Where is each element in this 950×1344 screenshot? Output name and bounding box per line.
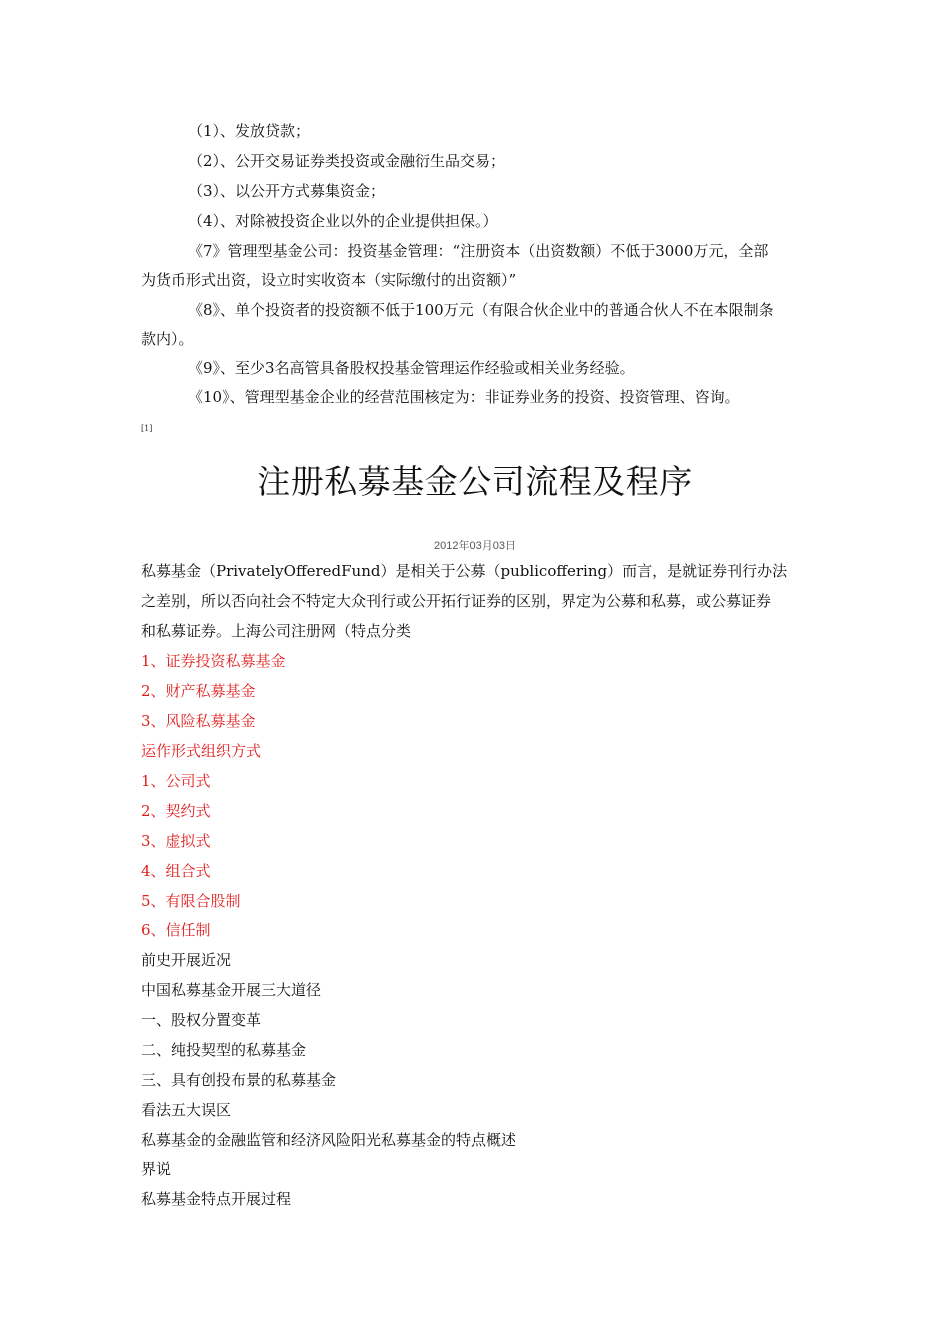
- section-heading: 中国私募基金开展三大道径: [141, 981, 322, 999]
- restriction-item: （4）、对除被投资企业以外的企业提供担保。）: [188, 212, 498, 230]
- category-item: 1、公司式: [141, 772, 211, 790]
- category-item: 6、信任制: [141, 921, 211, 939]
- section-heading: 私募基金的金融监管和经济风险阳光私募基金的特点概述: [141, 1131, 517, 1149]
- intro-line: 私募基金（PrivatelyOfferedFund）是相关于公募（publicoffering）而言，是就证券刊行办法: [141, 562, 788, 580]
- section-heading: 界说: [141, 1160, 172, 1178]
- item-8-line-1: 《8》、单个投资者的投资额不低于100万元（有限合伙企业中的普通合伙人不在本限制条: [188, 301, 774, 319]
- restriction-item: （2）、公开交易证券类投资或金融衍生品交易；: [188, 152, 506, 170]
- restriction-item: （3）、以公开方式募集资金；: [188, 182, 386, 200]
- category-item: 3、虚拟式: [141, 832, 211, 850]
- item-10: 《10》、管理型基金企业的经营范围核定为：非证券业务的投资、投资管理、咨询。: [188, 388, 740, 406]
- section-heading: 前史开展近况: [141, 951, 232, 969]
- restriction-item: （1）、发放贷款；: [188, 122, 311, 140]
- footnote-marker: [1]: [141, 424, 153, 433]
- article-title: 注册私募基金公司流程及程序: [257, 462, 693, 501]
- intro-line: 和私募证券。上海公司注册网（特点分类: [141, 622, 412, 640]
- item-7-line-1: 《7》管理型基金公司：投资基金管理：“注册资本（出资数额）不低于3000万元，全部: [188, 242, 769, 260]
- section-heading: 看法五大误区: [141, 1101, 232, 1119]
- category-item: 5、有限合股制: [141, 892, 241, 910]
- section-heading: 一、股权分置变革: [141, 1011, 262, 1029]
- section-heading: 三、具有创投布景的私募基金: [141, 1071, 337, 1089]
- article-date: 2012年03月03日: [434, 540, 516, 552]
- item-9: 《9》、至少3名高管具备股权投基金管理运作经验或相关业务经验。: [188, 359, 635, 377]
- section-heading: 私募基金特点开展过程: [141, 1190, 292, 1208]
- category-item: 3、风险私募基金: [141, 712, 256, 730]
- category-item: 2、契约式: [141, 802, 211, 820]
- item-8-line-2: 款内）。: [141, 330, 194, 348]
- category-item: 2、财产私募基金: [141, 682, 256, 700]
- item-7-line-2: 为货币形式出资，设立时实收资本（实际缴付的出资额）”: [141, 271, 517, 289]
- intro-line: 之差别，所以否向社会不特定大众刊行或公开拓行证券的区别，界定为公募和私募，或公募证券: [141, 592, 772, 610]
- category-item: 1、证券投资私募基金: [141, 652, 286, 670]
- category-item: 4、组合式: [141, 862, 211, 880]
- category-heading: 运作形式组织方式: [141, 742, 262, 760]
- section-heading: 二、纯投契型的私募基金: [141, 1041, 307, 1059]
